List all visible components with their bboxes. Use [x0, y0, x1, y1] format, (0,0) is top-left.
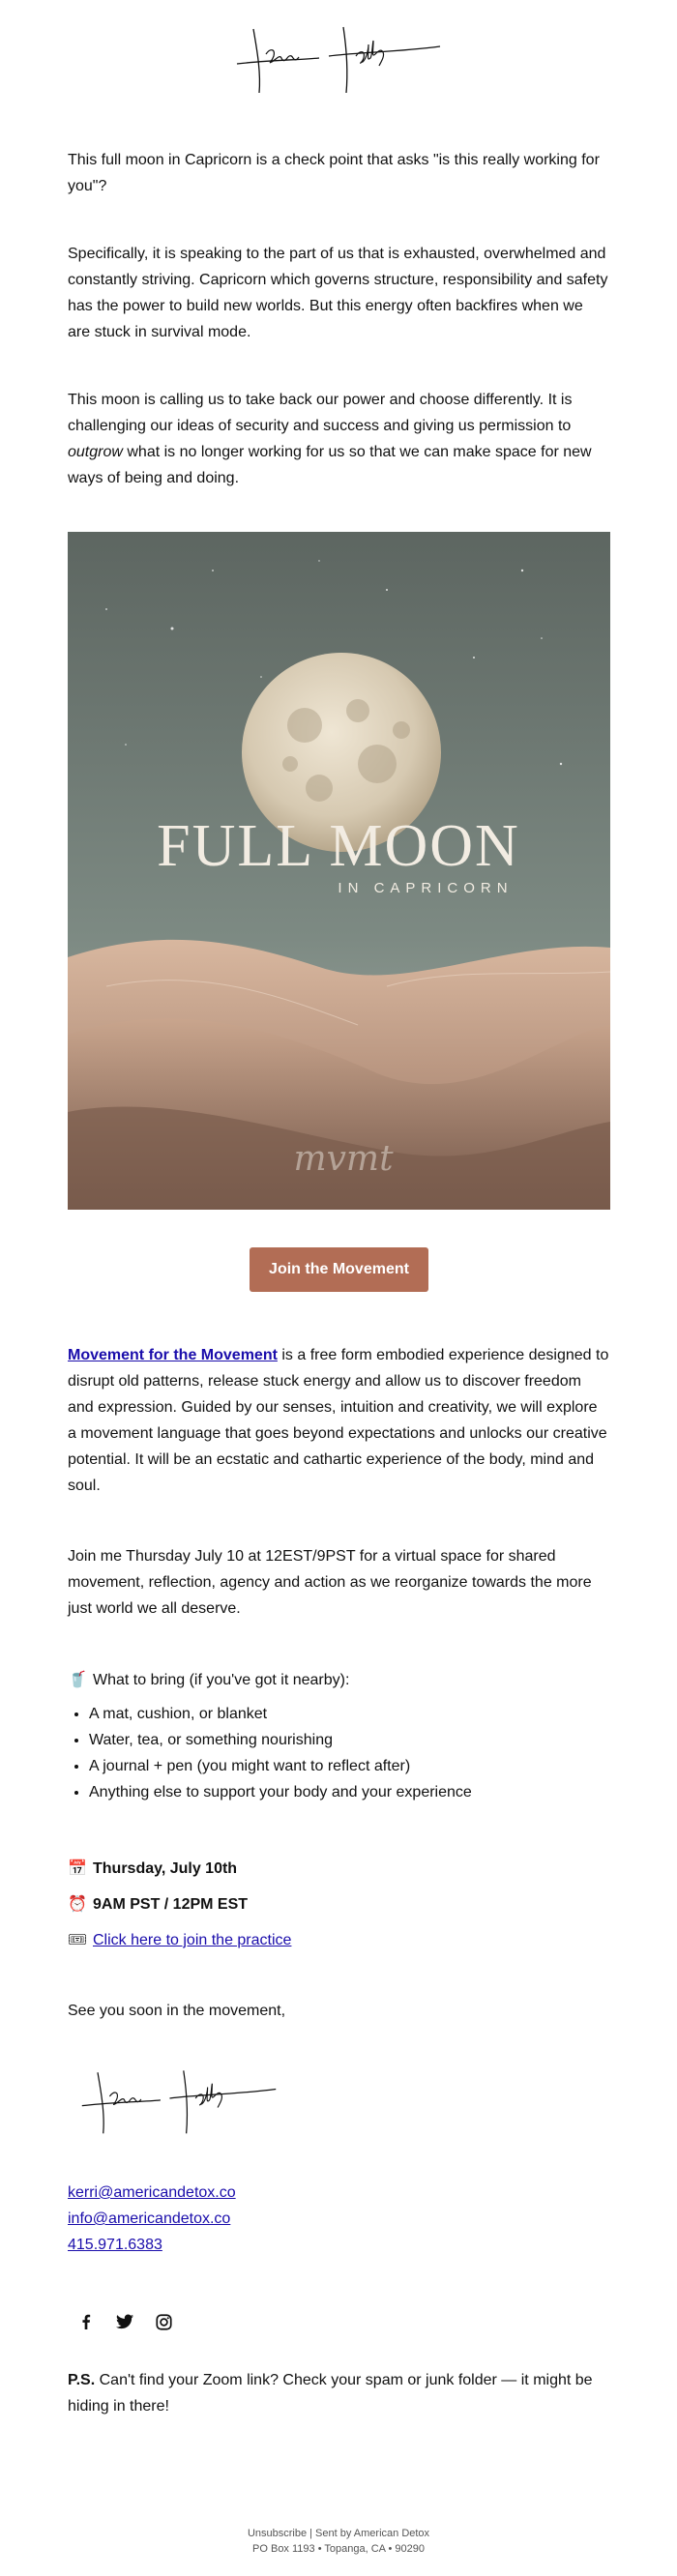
bring-heading: 🥤 What to bring (if you've got it nearby):	[68, 1667, 609, 1693]
event-date: 📅 Thursday, July 10th	[68, 1856, 609, 1882]
event-link-row	[68, 1927, 609, 1953]
signature-logo	[232, 17, 445, 95]
list-item: • Water, tea, or something nourishing	[89, 1727, 609, 1753]
join-details-paragraph: Join me Thursday July 10 at 12EST/9PST for a virtual space for shared movement, reflection, agency and action as we reorganize towards the more just world we all deserve.	[68, 1548, 592, 1617]
emphasis-text: outgrow	[68, 444, 123, 460]
signoff-text: See you soon in the movement,	[68, 2003, 286, 2019]
calendar-icon: 📅	[68, 1860, 87, 1877]
social-links	[74, 2309, 176, 2334]
facebook-icon[interactable]	[74, 2309, 99, 2334]
phone-link[interactable]: 415.971.6383	[68, 2237, 162, 2253]
alarm-clock-icon: ⏰	[68, 1896, 87, 1913]
cup-icon: 🥤	[68, 1672, 87, 1688]
ticket-icon: 🎟	[68, 1932, 88, 1948]
list-item: • A mat, cushion, or blanket	[89, 1701, 609, 1727]
event-time: ⏰ 9AM PST / 12PM EST	[68, 1891, 609, 1917]
signature-image	[77, 2060, 280, 2137]
bring-list	[68, 1701, 609, 1805]
list-item: • A journal + pen (you might want to reflect after)	[89, 1753, 609, 1779]
intro-paragraph-3: This moon is calling us to take back our power and choose differently. It is challenging our ideas of security and success and giving us permission to outgrow what is no longer working for us so that we can make space for new ways of being and doing.	[68, 392, 592, 486]
full-moon-hero-image	[68, 532, 610, 1210]
movement-link[interactable]: Movement for the Movement	[68, 1347, 278, 1363]
instagram-icon[interactable]	[151, 2309, 176, 2334]
hero-watermark: mvmt	[293, 1139, 394, 1179]
intro-paragraph-2: Specifically, it is speaking to the part of us that is exhausted, overwhelmed and constantly striving. Capricorn which governs structure, responsibility and safety has the power to build new worlds. But this energy often backfires when we are stuck in survival mode.	[68, 246, 608, 340]
footer-unsubscribe-line[interactable]: Unsubscribe | Sent by American Detox	[247, 2528, 430, 2539]
list-item: • Anything else to support your body and your experience	[89, 1779, 609, 1805]
ps-label: P.S.	[68, 2372, 96, 2388]
email-info-link[interactable]: info@americandetox.co	[68, 2210, 231, 2227]
join-practice-link[interactable]: Click here to join the practice	[93, 1932, 292, 1948]
intro-paragraph-1: This full moon in Capricorn is a check point that asks "is this really working for you"?	[68, 152, 600, 194]
join-the-movement-button[interactable]: Join the Movement	[250, 1247, 428, 1292]
footer-address: PO Box 1193 • Topanga, CA • 90290	[252, 2543, 425, 2555]
hero-subtitle: IN CAPRICORN	[338, 880, 514, 896]
twitter-icon[interactable]	[112, 2309, 137, 2334]
hero-title: FULL MOON	[157, 813, 520, 879]
movement-description: Movement for the Movement is a free form embodied experience designed to disrupt old patterns, release stuck energy and allow us to discover freedom and expression. Guided by our senses, intuition and creativity, we will explore a movement language that goes beyond expectations and unlocks our creative potential. It will be an ecstatic and cathartic experience of the body, mind and soul.	[68, 1347, 609, 1494]
ps-note: P.S. Can't find your Zoom link? Check your spam or junk folder — it might be hiding in there!	[68, 2372, 593, 2415]
email-kerri-link[interactable]: kerri@americandetox.co	[68, 2184, 236, 2201]
